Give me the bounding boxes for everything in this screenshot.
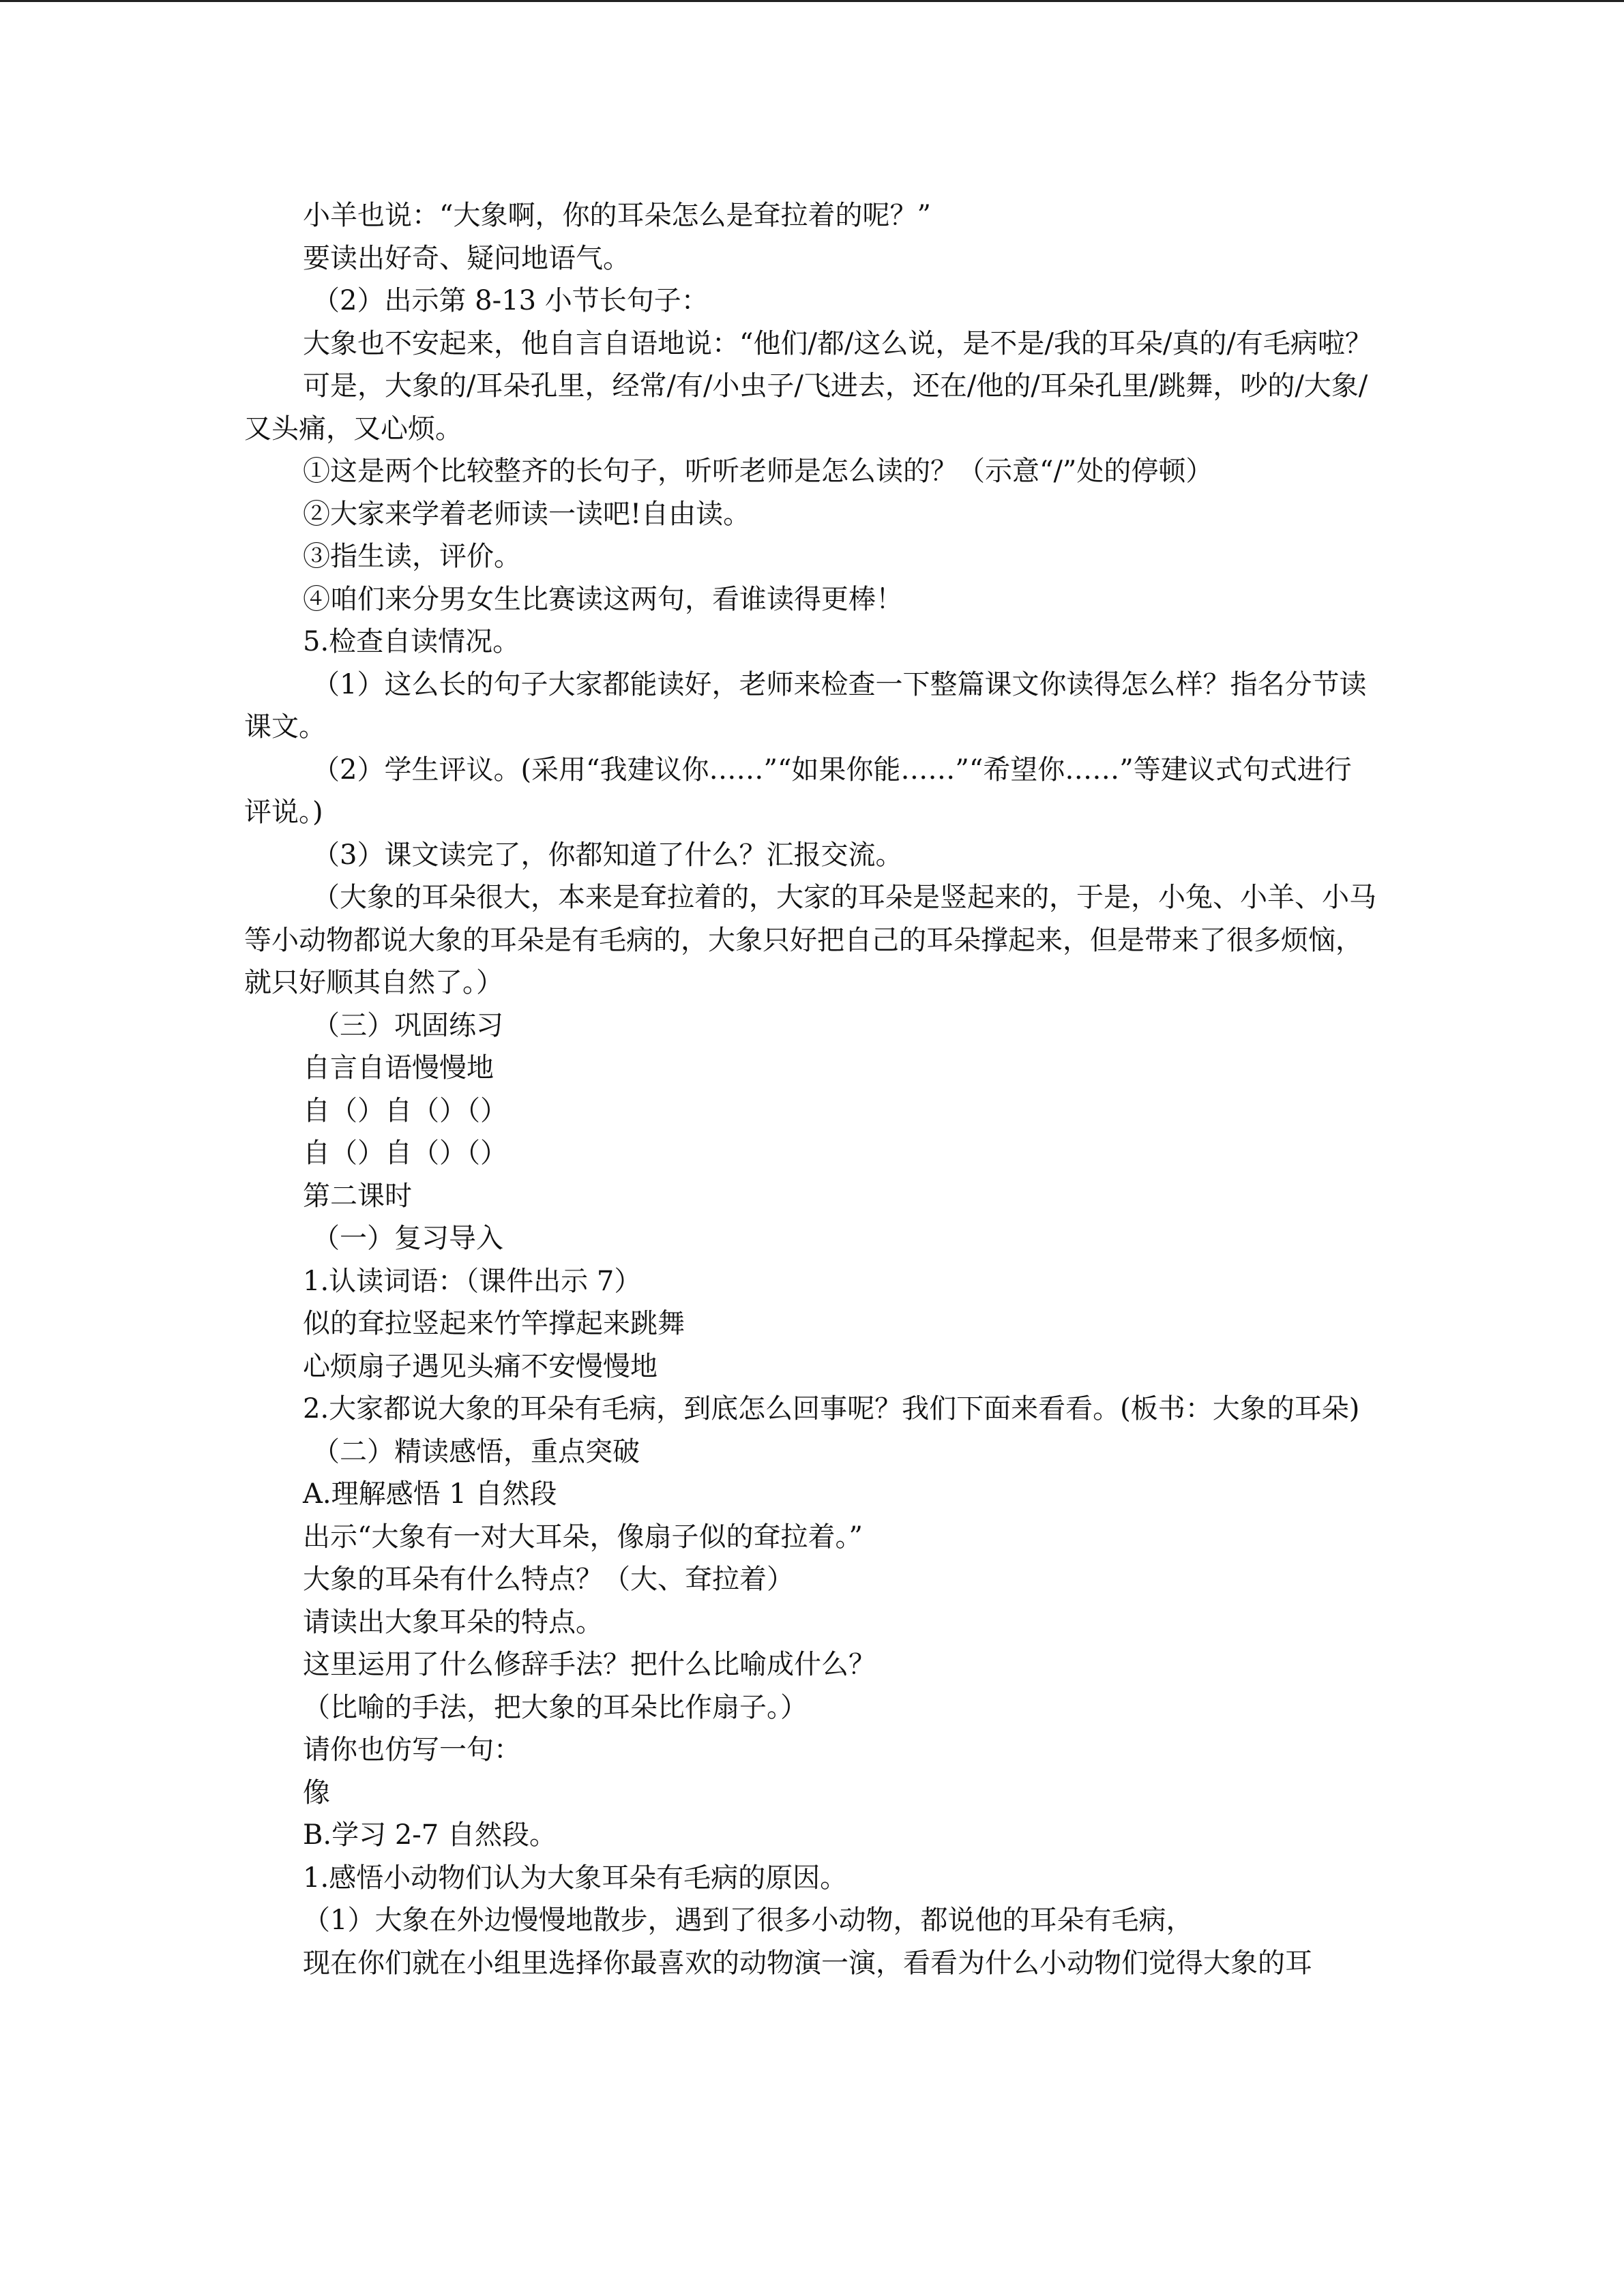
paragraph: （3）课文读完了，你都知道了什么？汇报交流。	[312, 839, 903, 871]
paragraph: 请你也仿写一句：	[303, 1734, 521, 1765]
paragraph: ②大家来学着老师读一读吧!自由读。	[303, 498, 751, 530]
paragraph: B.学习 2-7 自然段。	[303, 1819, 557, 1851]
paragraph: 小羊也说：“大象啊，你的耳朵怎么是耷拉着的呢？”	[303, 200, 931, 231]
paragraph: 可是，大象的/耳朵孔里，经常/有/小虫子/飞进去，还在/他的/耳朵孔里/跳舞，吵的/大象/又头痛，又心烦。	[244, 370, 1368, 445]
paragraph: ①这是两个比较整齐的长句子，听听老师是怎么读的？（示意“/”处的停顿）	[303, 456, 1213, 487]
document-body	[244, 194, 1376, 1984]
paragraph: 大象的耳朵有什么特点？（大、耷拉着）	[303, 1564, 794, 1595]
paragraph: 1.认读词语：（课件出示 7）	[303, 1265, 642, 1297]
paragraph: 大象也不安起来，他自言自语地说：“他们/都/这么说，是不是/我的耳朵/真的/有毛病啦？	[303, 327, 1372, 359]
paragraph: 5.检查自读情况。	[303, 626, 520, 657]
paragraph: 出示“大象有一对大耳朵，像扇子似的耷拉着。”	[303, 1521, 863, 1553]
paragraph: （一）复习导入	[312, 1223, 503, 1254]
paragraph: （1）这么长的句子大家都能读好，老师来检查一下整篇课文你读得怎么样？指名分节读课文。	[244, 668, 1367, 743]
paragraph: （2）出示第 8-13 小节长句子：	[312, 285, 709, 316]
paragraph: （比喻的手法，把大象的耳朵比作扇子。）	[303, 1691, 808, 1723]
paragraph: 自（）自（）（）	[303, 1094, 507, 1127]
paragraph: ③指生读，评价。	[303, 541, 521, 572]
paragraph: （2）学生评议。(采用“我建议你……”“如果你能……”“希望你……”等建议式句式进行评说。)	[244, 754, 1352, 828]
paragraph: ④咱们来分男女生比赛读这两句，看谁读得更棒！	[303, 583, 903, 615]
paragraph: 第二课时	[303, 1180, 412, 1212]
paragraph: 像	[303, 1776, 330, 1808]
paragraph: 这里运用了什么修辞手法？把什么比喻成什么？	[303, 1649, 876, 1680]
paragraph: （三）巩固练习	[312, 1009, 503, 1041]
paragraph: 似的耷拉竖起来竹竿撑起来跳舞	[303, 1308, 685, 1339]
paragraph: （1）大象在外边慢慢地散步，遇到了很多小动物，都说他的耳朵有毛病，	[303, 1905, 1194, 1936]
paragraph: 心烦扇子遇见头痛不安慢慢地	[303, 1350, 658, 1382]
paragraph: 自（）自（）（）	[303, 1137, 507, 1169]
paragraph: 现在你们就在小组里选择你最喜欢的动物演一演，看看为什么小动物们觉得大象的耳	[303, 1947, 1312, 1979]
paragraph: （大象的耳朵很大，本来是耷拉着的，大家的耳朵是竖起来的，于是，小兔、小羊、小马等小动物都说大象的耳朵是有毛病的，大象只好把自己的耳朵撑起来，但是带来了很多烦恼，就只好顺其自然了。）	[244, 882, 1376, 998]
paragraph: 2.大家都说大象的耳朵有毛病，到底怎么回事呢？我们下面来看看。(板书：大象的耳朵)	[303, 1393, 1360, 1425]
paragraph: 请读出大象耳朵的特点。	[303, 1606, 603, 1638]
paragraph: （二）精读感悟，重点突破	[312, 1435, 640, 1467]
paragraph: 自言自语慢慢地	[303, 1052, 494, 1084]
paragraph: 1.感悟小动物们认为大象耳朵有毛病的原因。	[303, 1862, 848, 1894]
paragraph: A.理解感悟 1 自然段	[303, 1478, 557, 1510]
paragraph: 要读出好奇、疑问地语气。	[303, 242, 630, 274]
